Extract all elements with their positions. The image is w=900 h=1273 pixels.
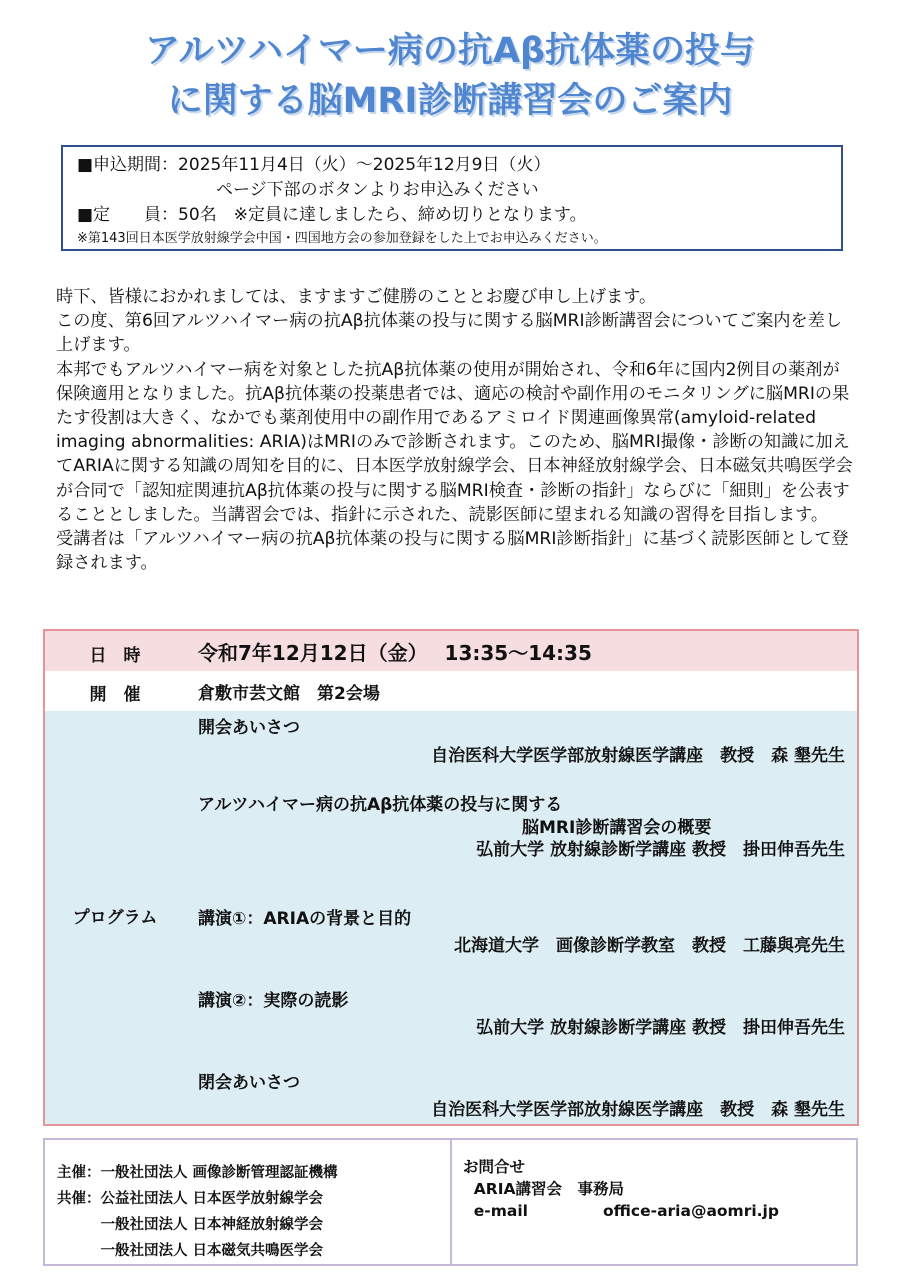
opening-speaker: 自治医科大学医学部放射線医学講座 教授 森 墾先生 (431, 746, 845, 766)
page-title (0, 26, 900, 126)
email-link[interactable]: office-aria@aomri.jp (603, 1202, 779, 1220)
intro-paragraph: 本邦でもアルツハイマー病を対象とした抗Aβ抗体薬の使用が開始され、令和6年に国内2例目の薬剤が保険適用となりました。抗Aβ抗体薬の投薬患者では、適応の検討や副作用のモニタリングに脳MRIの果たす役割は大きく、なかでも薬剤使用中の副作用であるアミロイド関連画像異常(amyloid-related imaging abnormalities: ARIA)はMRIのみで診断されます。このため、脳MRI撮像・診断の知識に加えてARIAに関する知識の周知を目的に、日本医学放射線学会、日本神経放射線学会、日本磁気共鳴医学会が合同で「認知症関連抗Aβ抗体薬の投与に関する脳MRI検査・診断の指針」ならびに「細則」を公表することとしました。当講習会では、指針に示された、読影医師に望まれる知識の習得を目指します。 (56, 359, 853, 525)
intro-paragraph: 受講者は「アルツハイマー病の抗Aβ抗体薬の投与に関する脳MRI診断指針」に基づく読影医師として登録されます。 (56, 529, 849, 574)
title-line-2: に関する脳MRI診断講習会のご案内 (167, 81, 733, 121)
date-label: 日 時 (89, 646, 141, 666)
title-line-1: アルツハイマー病の抗Aβ抗体薬の投与 (144, 31, 756, 71)
venue-label: 開 催 (89, 685, 141, 705)
application-period: ■申込期間：2025年11月4日（火）～2025年12月9日（火） (77, 155, 551, 175)
organizer: 主催：一般社団法人 画像診断管理認証機構 (57, 1165, 338, 1181)
closing-speaker: 自治医科大学医学部放射線医学講座 教授 森 墾先生 (431, 1100, 845, 1120)
footer-divider (450, 1140, 452, 1264)
venue-value: 倉敷市芸文館 第2会場 (198, 684, 380, 704)
date-row (45, 631, 857, 671)
co-organizer: 一般社団法人 日本神経放射線学会 (57, 1217, 324, 1233)
lecture2-title: 講演②：実際の読影 (198, 991, 349, 1011)
venue-row (45, 671, 857, 711)
application-period-note: ページ下部のボタンよりお申込みください (216, 180, 539, 200)
intro-text (56, 285, 856, 575)
lecture1-title: 講演①：ARIAの背景と目的 (198, 909, 412, 929)
application-info-box (61, 145, 843, 251)
footer-box (43, 1138, 858, 1266)
contact-info (463, 1156, 779, 1222)
overview-speaker: 弘前大学 放射線診断学講座 教授 掛田伸吾先生 (476, 840, 845, 860)
date-value: 令和7年12月12日（金） 13:35～14:35 (198, 641, 592, 665)
registration-note: ※第143回日本医学放射線学会中国・四国地方会の参加登録をした上でお申込みください。 (77, 231, 607, 246)
intro-paragraph: 時下、皆様におかれましては、ますますご健勝のこととお慶び申し上げます。 (56, 287, 657, 307)
contact-office: ARIA講習会 事務局 (463, 1180, 624, 1198)
schedule-table (43, 629, 859, 1126)
lecture2-speaker: 弘前大学 放射線診断学講座 教授 掛田伸吾先生 (476, 1018, 845, 1038)
opening-title: 開会あいさつ (198, 718, 300, 738)
lecture1-speaker: 北海道大学 画像診断学教室 教授 工藤與亮先生 (454, 936, 845, 956)
overview-title-2: 脳MRI診断講習会の概要 (522, 818, 712, 838)
co-organizer: 共催：公益社団法人 日本医学放射線学会 (57, 1191, 324, 1207)
intro-paragraph: この度、第6回アルツハイマー病の抗Aβ抗体薬の投与に関する脳MRI診断講習会についてご案内を差し上げます。 (56, 311, 843, 356)
closing-title: 閉会あいさつ (198, 1073, 300, 1093)
program-label: プログラム (72, 908, 158, 928)
overview-title-1: アルツハイマー病の抗Aβ抗体薬の投与に関する (198, 795, 563, 815)
program-row (45, 711, 857, 1124)
co-organizer: 一般社団法人 日本磁気共鳴医学会 (57, 1243, 324, 1259)
email-row (463, 1200, 779, 1222)
capacity: ■定 員：50名 ※定員に達しましたら、締め切りとなります。 (77, 205, 587, 225)
organizers (57, 1160, 338, 1264)
email-label: e-mail (463, 1202, 528, 1220)
contact-title: お問合せ (463, 1158, 526, 1176)
